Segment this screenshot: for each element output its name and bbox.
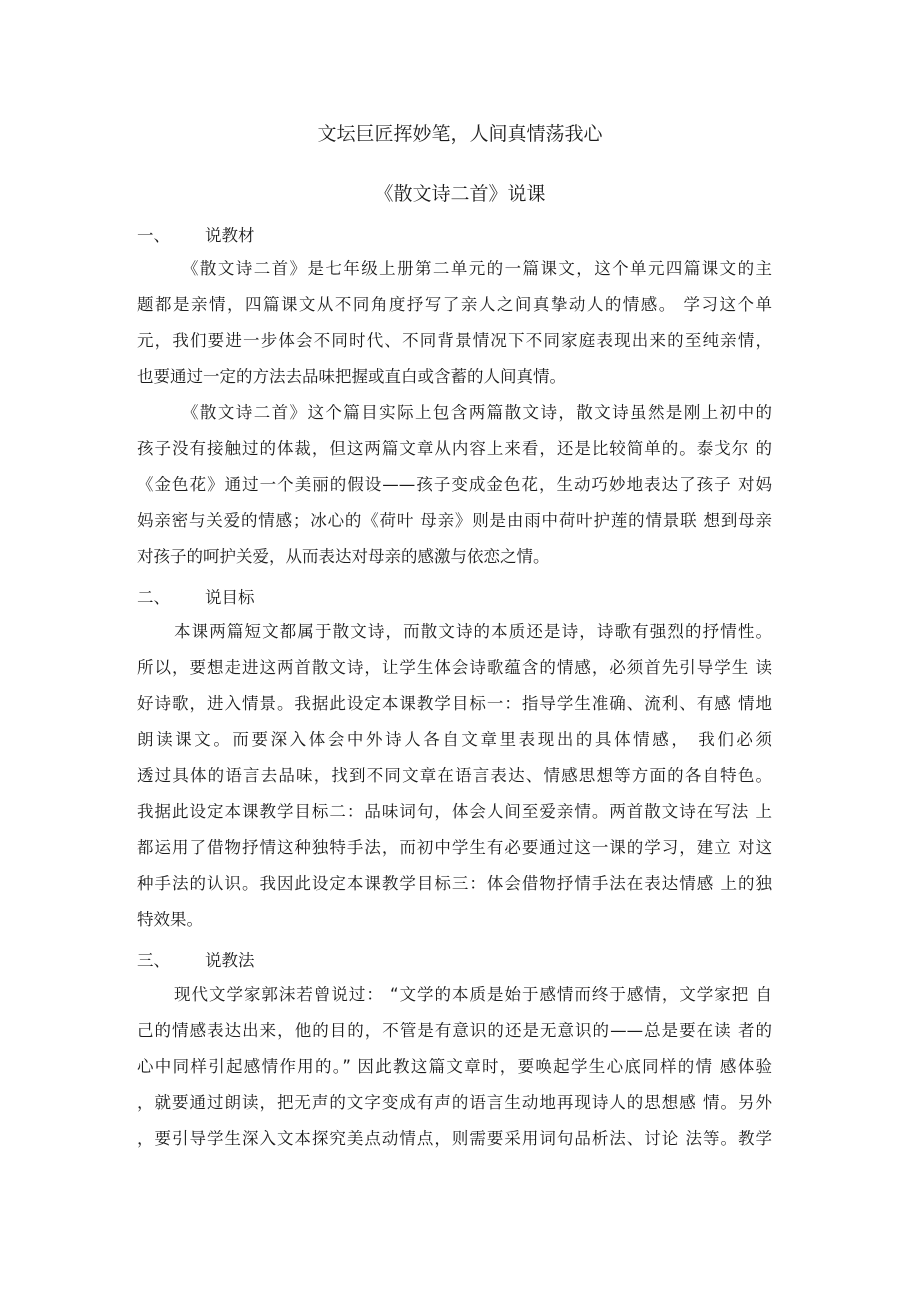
paragraph-line: 《散文诗二首》是七年级上册第二单元的一篇课文，这个单元四篇课文的主 — [182, 259, 772, 278]
section-number: 三、 — [137, 951, 170, 970]
section-heading-objectives — [137, 584, 255, 608]
paragraph-line: 对孩子的呵护关爱，从而表达对母亲的感激与依恋之情。 — [137, 547, 550, 566]
section-title: 说目标 — [205, 588, 255, 607]
paragraph-line: 妈亲密与关爱的情感；冰心的《荷叶 母亲》则是由雨中荷叶护莲的情景联 想到母亲 — [137, 511, 772, 530]
paragraph-line: 己的情感表达出来，他的目的，不管是有意识的还是无意识的——总是要在读 者的 — [137, 1021, 772, 1040]
section-heading-methods — [137, 947, 255, 971]
paragraph-line: 本课两篇短文都属于散文诗，而散文诗的本质还是诗，诗歌有强烈的抒情性。 — [174, 622, 772, 641]
paragraph-line: 都运用了借物抒情这种独特手法，而初中学生有必要通过这一课的学习，建立 对这 — [137, 838, 772, 857]
section-title: 说教材 — [205, 226, 255, 245]
paragraph-line: 透过具体的语言去品味，找到不同文章在语言表达、情感思想等方面的各自特色。 — [137, 766, 772, 785]
paragraph-line: ，要引导学生深入文本探究美点动情点，则需要采用词句品析法、讨论 法等。教学 — [137, 1129, 772, 1148]
document-title: 文坛巨匠挥妙笔，人间真情荡我心 — [317, 123, 603, 145]
paragraph-line: 题都是亲情，四篇课文从不同角度抒写了亲人之间真挚动人的情感。 学习这个单 — [137, 295, 772, 314]
paragraph-line: 《金色花》通过一个美丽的假设——孩子变成金色花，生动巧妙地表达了孩子 对妈 — [137, 475, 772, 494]
paragraph-line: 心中同样引起感情作用的。” 因此教这篇文章时，要唤起学生心底同样的情 感体验 — [137, 1057, 772, 1076]
paragraph-line: 特效果。 — [137, 910, 203, 929]
paragraph-line: ，就要通过朗读，把无声的文字变成有声的语言生动地再现诗人的思想感 情。另外 — [137, 1093, 772, 1112]
section-title: 说教法 — [205, 951, 255, 970]
document-subtitle: 《散文诗二首》说课 — [374, 183, 546, 205]
paragraph-line: 种手法的认识。我因此设定本课教学目标三：体会借物抒情手法在表达情感 上的独 — [137, 874, 772, 893]
paragraph-line: 元，我们要进一步体会不同时代、不同背景情况下不同家庭表现出来的至纯亲情， — [137, 331, 772, 350]
paragraph-line: 也要通过一定的方法去品味把握或直白或含蓄的人间真情。 — [137, 367, 566, 386]
paragraph-line: 所以，要想走进这两首散文诗，让学生体会诗歌蕴含的情感，必须首先引导学生 读 — [137, 658, 772, 677]
paragraph-line: 《散文诗二首》这个篇目实际上包含两篇散文诗，散文诗虽然是刚上初中的 — [182, 403, 772, 422]
section-heading-teaching-material — [137, 222, 255, 246]
section-number: 一、 — [137, 226, 170, 245]
paragraph-line: 好诗歌，进入情景。我据此设定本课教学目标一：指导学生准确、流利、有感 情地 — [137, 694, 772, 713]
paragraph-line: 孩子没有接触过的体裁，但这两篇文章从内容上来看，还是比较简单的。泰戈尔 的 — [137, 439, 772, 458]
section-number: 二、 — [137, 588, 170, 607]
paragraph-line: 朗读课文。而要深入体会中外诗人各自文章里表现出的具体情感， 我们必须 — [137, 730, 772, 749]
paragraph-line: 我据此设定本课教学目标二：品味词句，体会人间至爱亲情。两首散文诗在写法 上 — [137, 802, 772, 821]
paragraph-line: 现代文学家郭沫若曾说过： “文学的本质是始于感情而终于感情，文学家把 自 — [174, 985, 772, 1004]
